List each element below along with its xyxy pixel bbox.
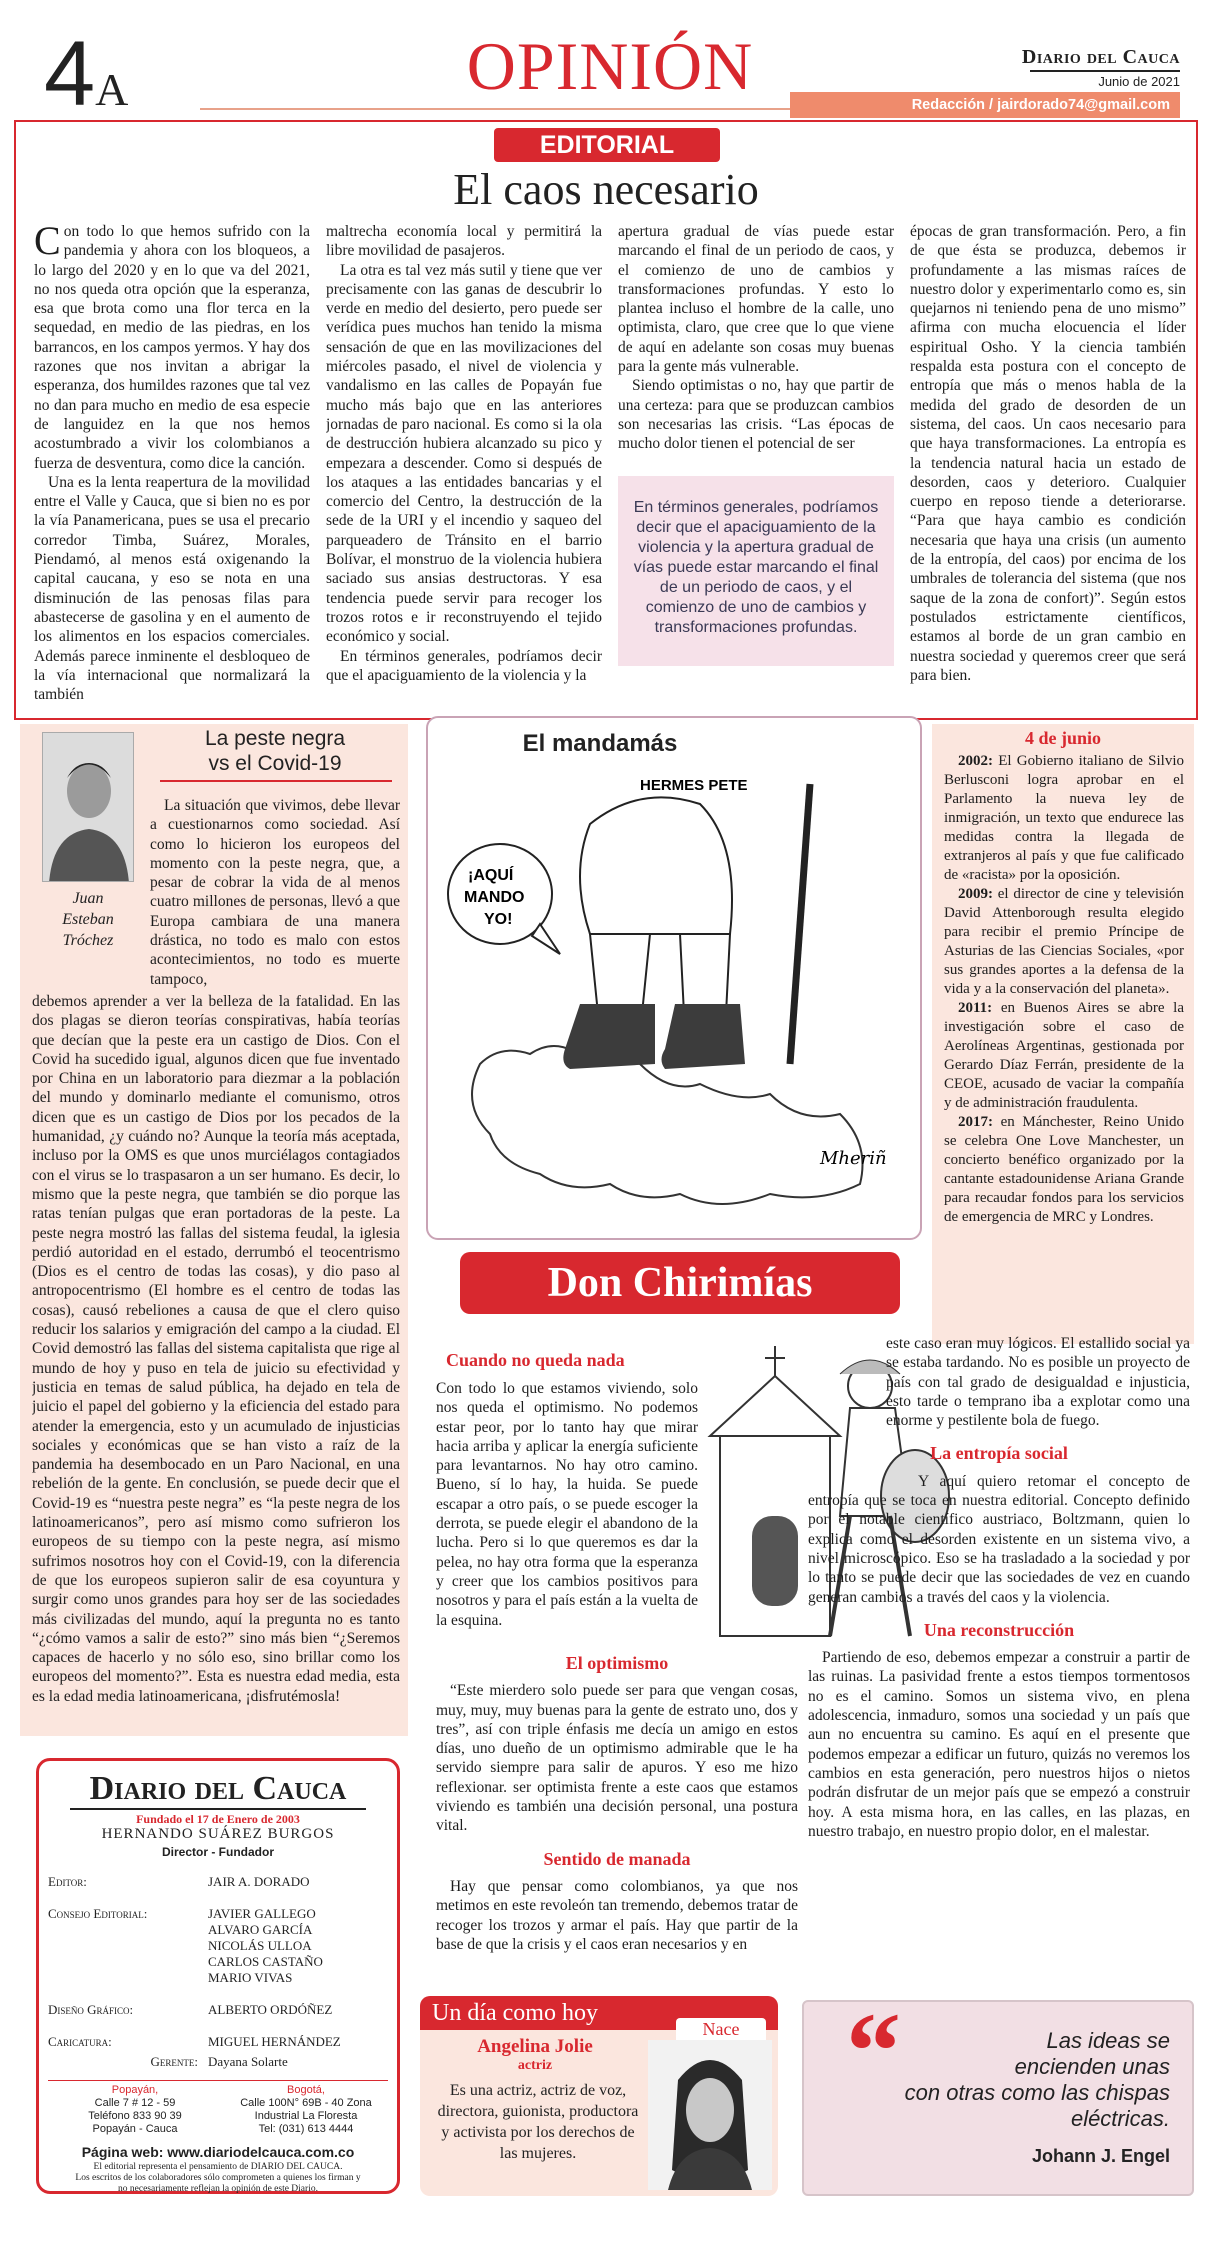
editorial-p2: Una es la lenta reapertura de la movilidad entre el Valle y Cauca, que si bien no es por la vía Panamericana, pues se usa el precario corredor Timba, Suárez, Morales, Piendamó, al menos está oxigenando la capital caucana, y eso se nota en una disminución de las penosas filas para abastecerse de gasolina y en el aumento de los alimentos en los espacios comerciales. Además parece inminente el desbloqueo de la vía internacional que normalizará la también (34, 473, 310, 704)
editorial-p6: apertura gradual de vías puede estar marcando el final de un periodo de caos, y el comienzo de uno de cambios y transformaciones profundas. Y esto lo plantea incluso el hombre de la calle, uno optimista, claro, que cree que lo que viene de aquí en adelante son cosas muy buenas para la gente más vulnerable. (618, 223, 894, 376)
issue-date: Junio de 2021 (1098, 74, 1180, 89)
bogota-block (226, 2084, 386, 2136)
bubble-line-3: YO! (484, 911, 513, 928)
quote-line-2: encienden unas (1014, 2054, 1170, 2079)
editor-value: JAIR A. DORADO (208, 1874, 310, 1889)
bogota-address-2: Industrial La Floresta (254, 2110, 358, 2122)
editorial-col-3 (618, 222, 894, 462)
author-line-3: Tróchez (62, 932, 114, 949)
editorial-pullquote (618, 476, 894, 666)
editorial-p4: La otra es tal vez más sutil y tiene que ver precisamente con las ganas de descubrir lo verde en medio del desierto, pero puede ser verídica pues muchos han tenido la misma sensación de que en las movilizaciones del miércoles pasado, el nivel de violencia y vandalismo en las calles de Popayán fue mucho más bajo que en las anteriores jornadas de paro nacional. Es como si la ola de destrucción hubiera alcanzado su pico y empezara a descender. Como si después de los ataques a las entidades bancarias y el comercio del Centro, la destrucción de la sede de la URI y el incendio y saqueo del parqueadero de Tránsito en el barrio Bolívar, el monstruo de la violencia hubiera saciado sus ansias destructoras. Y esa tendencia puede servir para recoger los trozos rotos e ir reconstruyendo el tejido económico y social. (326, 261, 602, 646)
undia-photo (648, 2040, 772, 2190)
author-line-1: Juan (72, 890, 104, 907)
efemerides-title: 4 de junio (1024, 728, 1102, 748)
website-link[interactable]: Página web: www.diariodelcauca.com.co (81, 2144, 355, 2160)
editorial-p7: Siendo optimistas o no, hay que partir de una certeza: para que se produzcan cambios son necesarias las crisis. “Las épocas de mucho dolor tienen el potencial de ser (618, 377, 894, 453)
cartoon-title: El mandamás (522, 730, 678, 757)
chirimias-col-2 (808, 1334, 1190, 1841)
column-text-bottom: debemos aprender a ver la belleza de la fatalidad. En las dos plagas se dieron teorías conspirativas, había teorías que decían que la peste era un castigo de Dios. Con el Covid ha sucedido igual, algunos dicen que fue inventado por China en un laboratorio para diezmar a la población del mundo y dominarlo mediante el comunismo, otros dicen que es un castigo de Dios por los pecados de la humanidad, ¿y cuándo no? Aunque la teoría más aceptada, incluso por la OMS es que unos murciélagos contagiados con el virus se lo traspasaron a un ser humano. Es decir, lo mismo que la peste negra, que también se dio porque las ratas tenían pulgas que eran portadoras de la peste. La peste negra mostró las fallas del sistema feudal, la iglesia perdió autoridad en el estado, derrumbó el teocentrismo (Dios es el centro de todas las cosas), y dio paso al antropocentrismo (El hombre es el centro de todas las cosas), causó rebeliones a causa de que el clero quiso reducir los salarios y emigración del campo a la ciudad. El Covid demostró las fallas del sistema capitalista que rige al mundo de hoy y puso en tela de juicio su efectividad y justicia en temas de salud pública, ha dejado en tela de juicio el papel del gobierno y la eficiencia del estado para atender la emergencia, esto y un acumulado de injusticias sociales y económicas que se han visto a raíz de la pandemia ha desembocado en un Paro Nacional, en una rebelión de la gente. En conclusión, se puede decir que el Covid-19 es “nuestra peste negra” es “la peste negra de los latinoamericanos”, pero así mismo como sufrieron los europeos de su tiempo con la peste negra, así mismo sufrimos nosotros hoy con el Covid-19, con la diferencia de que los europeos supieron salir de esa coyuntura y surgir como unos grandes para hoy ser de las sociedades más civilizadas del mundo, aquí la pregunta no es tanto “¿cómo vamos a salir de esto?” sino más bien “¿Seremos capaces de hacerlo y no sólo eso, sino brillar como los europeos del momento?”. Esta es nuestra edad media, esta es la edad media latinoamericana, ¡disfrutémosla! (32, 993, 400, 1705)
editorial-p1: on todo lo que hemos sufrido con la pandemia y ahora con los bloqueos, a lo largo del 2020 y en lo que va del 2021, no nos queda otra opción que la esperanza, esa que brota como una flor terca en la sequedad, en medio de las piedras, en los barrancos, en los campos yermos. Y hay dos razones que nos invitan a abrigar la esperanza, dos humildes razones que tal vez no dan para mucho en medio de esa especie de languidez en la que nos hemos acostumbrado a vivir los colombianos a fuerza de desventura, como dice la canción. (34, 223, 310, 472)
efemerides-year: 2017: (958, 1114, 993, 1130)
disclaimer-line-2: Los escritos de los colaboradores sólo comprometen a quienes los firman y (75, 2173, 361, 2183)
chirimias-h3: Sentido de manada (543, 1848, 691, 1869)
quote-line-1: Las ideas se (1046, 2028, 1170, 2053)
editorial-tag: EDITORIAL (494, 128, 720, 162)
popayan-block (60, 2084, 210, 2136)
undia-text: Es una actriz, actriz de voz, directora, guionista, productora y activista por los derechos de las mujeres. (437, 2082, 639, 2162)
popayan-phone: Teléfono 833 90 39 (88, 2110, 182, 2122)
efemerides-year: 2009: (958, 886, 993, 902)
paper-rule (1030, 70, 1180, 72)
editorial-p5: En términos generales, podríamos decir que el apaciguamiento de la violencia y la (326, 647, 602, 684)
efemerides-text: en Mánchester, Reino Unido se celebra One Love Manchester, un concierto benéfico organizado por la cantante estadounidense Ariana Grande para recaudar fondos para los servicios de emergencia de MRC y Londres. (944, 1114, 1184, 1225)
masthead-founder: HERNANDO SUÁREZ BURGOS (101, 1826, 335, 1842)
efemerides-entry (944, 752, 1184, 885)
bogota-address-1: Calle 100N° 69B - 40 Zona (240, 2097, 372, 2109)
cartoon-label: Caricatura: (48, 2034, 112, 2049)
efemerides-entry (944, 1113, 1184, 1227)
column-text-top: La situación que vivimos, debe llevar a cuestionarnos como sociedad. Así como lo hicieron los europeos del momento con la peste negra, que, a pesar de cobrar la vida de al menos cuatro millones de personas, llevó a que Europa cambiara de una manera drástica, no todo es malo con estos acontecimientos, no todo es muerte tampoco, (150, 797, 400, 988)
editorial-col-2 (326, 222, 602, 714)
efemerides-year: 2011: (958, 1000, 993, 1016)
undia-person-role: actriz (517, 2058, 553, 2073)
page-number-digit: 4 (44, 23, 96, 125)
cartoon-sign: HERMES PETE (640, 777, 748, 794)
author-line-2: Esteban (62, 911, 114, 928)
portrait-icon (648, 2040, 772, 2190)
quote-line-3: con otras como las chispas (904, 2080, 1170, 2105)
masthead-rule (70, 1808, 366, 1810)
masthead-founded: Fundado el 17 de Enero de 2003 (136, 1812, 300, 1826)
popayan-address: Calle 7 # 12 - 59 (94, 2097, 176, 2109)
column-title (150, 726, 400, 776)
council-member: MARIO VIVAS (208, 1970, 293, 1985)
masthead-disclaimer (40, 2162, 396, 2195)
editorial-p8: épocas de gran transformación. Pero, a fin de que ésta se produzca, debemos ir profundamente a las mismas raíces de nuestro dolor y experimentarlo como es, sin quejarnos ni teniendo pena de uno mismo” afirma con mucha elocuencia el líder espiritual Osho. Y la ciencia también respalda esta postura con el concepto de entropía que más o menos habla de la medida del grado de desorden de un sistema, del caos. Un caos necesario para que haya transformaciones. La entropía es la tendencia natural hacia un estado de desorden, caos y deterioro. Cualquier cuerpo en reposo tiende a deteriorarse. “Para que haya cambio es condición necesaria que haya una crisis (un aumento de la entropía, del caos) por encima de los umbrales de tolerancia del sistema (que nos saque de la zona de confort)”. Según estos postulados estrictamente científicos, estamos al borde de un gran cambio en nuestra sociedad y queremos creer que será para bien. (910, 223, 1186, 684)
bogota-phone: Tel: (031) 613 4444 (258, 2123, 354, 2135)
chirimias-p4: este caso eran muy lógicos. El estallido social ya se estaba tardando. No es posible un proyecto de país con tal grado de desigualdad e injusticia, esto tarde o temprano iba a explotar como una enorme y pestilente bola de fuego. (886, 1335, 1190, 1430)
disclaimer-line-3: no necesariamente reflejan la opinión de este Diario. (118, 2184, 318, 2194)
author-name (30, 888, 146, 951)
popayan-city: Popayán, (111, 2084, 159, 2096)
section-rule (200, 108, 790, 110)
chirimias-p5: Y aquí quiero retomar el concepto de entropía que se toca en nuestra editorial. Concepto definido por el notable científico austriaco, Boltzmann, quien lo explica como el desorden existente en un sistema vivo, a nivel microscópico. Eso se ha trasladado a la sociedad y por lo tanto se puede decir que las sociedades de vez en cuando generan cambios a través del caos y la violencia. (808, 1472, 1190, 1606)
efemerides-entry (944, 999, 1184, 1113)
masthead-name: Diario del Cauca (89, 1770, 347, 1807)
manager-value: Dayana Solarte (208, 2054, 288, 2069)
chirimias-title: Don Chirimías (547, 1260, 813, 1306)
design-label: Diseño Gráfico: (48, 2002, 134, 2017)
author-photo (42, 732, 134, 882)
quote-author: Johann J. Engel (1031, 2146, 1170, 2166)
editorial-col-1: Con todo lo que hemos sufrido con la pandemia y ahora con los bloqueos, a lo largo del 2020 y en lo que va del 2021, no nos queda otra opción que la esperanza, esa que brota como una flor terca en la sequedad, en medio de las piedras, en los barrancos, en los campos yermos. Y hay dos razones que nos invitan a abrigar la esperanza, dos humildes razones que tal vez no dan para mucho en medio de esa especie de languidez en la que nos hemos acostumbrado a vivir los colombianos a fuerza de desventura, como dice la canción. Una es la lenta reapertura de la movilidad entre el Valle y Cauca, que si bien no es por la vía Panamericana, pues se usa el precario corredor Timba, Suárez, Morales, Piendamó, al menos está oxigenando la capital caucana, y eso se nota en una disminución de las penosas filas para abastecerse de gasolina y en el aumento de los alimentos en los espacios comerciales. Además parece inminente el desbloqueo de la vía internacional que normalizará la también (34, 222, 310, 704)
undia-nace: Nace (676, 2018, 766, 2040)
popayan-location: Popayán - Cauca (92, 2123, 178, 2135)
bubble-line-2: MANDO (464, 889, 525, 906)
efemerides-text: el director de cine y televisión David Attenborough resulta elegido para recibir el premio Príncipe de Asturias de las Ciencias Sociales, «por sus grandes aportes a la defensa de la vida y a la conservación del planeta». (944, 886, 1184, 997)
council-member: ALVARO GARCÍA (208, 1922, 313, 1937)
design-value: ALBERTO ORDÓÑEZ (208, 2002, 333, 2017)
editorial-p3: maltrecha economía local y permitirá la libre movilidad de pasajeros. (326, 223, 602, 260)
council-member: NICOLÁS ULLOA (208, 1938, 312, 1953)
undia-title: Un día como hoy (432, 2000, 598, 2026)
page-number-suffix: A (95, 64, 129, 115)
quote-line-4: eléctricas. (1070, 2106, 1170, 2131)
masthead-founder-role: Director - Fundador (161, 1845, 274, 1859)
bubble-line-1: ¡AQUÍ (468, 867, 514, 884)
paper-name: Diario del Cauca (1021, 46, 1180, 68)
chirimias-h4: La entropía social (930, 1443, 1068, 1464)
chirimias-h1: Cuando no queda nada (446, 1350, 625, 1370)
efemerides-entry (944, 885, 1184, 999)
undia-person-name: Angelina Jolie (477, 2036, 593, 2057)
chirimias-p3: Hay que pensar como colombianos, ya que nos metimos en este revoleón tan tremendo, debemos tratar de recoger los trozos y armar el país. Hay que partir de la base de que la crisis y el caos eran necesarios y en (436, 1877, 798, 1953)
efemerides-year: 2002: (958, 753, 993, 769)
page-number (44, 23, 164, 128)
efemerides-text: en Buenos Aires se abre la investigación sobre el caso de Aerolíneas Argentinas, gestionada por Gerardo Díaz Ferrán, presidente de la CEOE, acusado de vaciar la compañía y de administración fraudulenta. (944, 1000, 1184, 1111)
chirimias-banner (460, 1252, 900, 1314)
contact-bar (790, 92, 1180, 118)
chirimias-p1: Con todo lo que estamos viviendo, solo nos queda el optimismo. No podemos estar peor, por lo tanto hay que mirar hacia arriba y aplicar la energía suficiente para levantarnos. No hay otro camino. Bueno, sí lo hay, la huida. Se puede escapar a otro país, o se puede escoger la derrota, se puede elegir el abandono de la lucha. Pero si lo que queremos es dar la pelea, no hay otra forma que la esperanza y creer que los cambios positivos para nosotros y para el país están a la vuelta de la esquina. (436, 1380, 698, 1629)
pullquote-text: En términos generales, podríamos decir que el apaciguamiento de la violencia y la apertura gradual de vías puede estar marcando el final de un periodo de caos, y el comienzo de uno de cambios y transformaciones profundas. (633, 499, 879, 636)
column-title-line-2: vs el Covid-19 (208, 752, 342, 775)
chirimias-h5: Una reconstrucción (923, 1619, 1075, 1640)
chirimias-col-1b (436, 1644, 798, 1954)
column-title-line-1: La peste negra (204, 727, 346, 750)
chirimias-p6: Partiendo de eso, debemos empezar a construir a partir de las ruinas. La pasividad frente a estos tiempos tormentosos no es el camino. Somos un sistema vivo, en plena adolescencia, inmaduro, somos una sociedad y un país que aun no encuentra su camino. Es aquí en el presente que podemos empezar a edificar un futuro, quizás no veremos los cambios en esta generación, pero nuestros hijos o nietos podrán disfrutar de un mejor país que se empezó a construir hoy. A esta misma hora, en las calles, en las plazas, en nuestro trabajo, en nuestro propio dolor, en el malestar. (808, 1649, 1190, 1840)
quote-text (870, 2028, 1170, 2132)
column-title-rule (160, 780, 392, 782)
chirimias-p2: “Este mierdero solo puede ser para que vengan cosas, muy, muy, muy buenas para la gente de estrato uno, dos y tres”, así con triple énfasis me decía un amigo en estos días, uno dueño de un optimismo admirable que le ha servido siempre para salir de apuros. Y eso me hizo reflexionar. ser optimista frente a este caos que estamos viviendo es también una decisión personal, una postura vital. (436, 1682, 798, 1835)
council-member: JAVIER GALLEGO (208, 1906, 316, 1921)
disclaimer-line-1: El editorial representa el pensamiento de DIARIO DEL CAUCA. (93, 2162, 343, 2172)
quote-mark: “ (846, 1990, 901, 2112)
bogota-city: Bogotá, (287, 2084, 325, 2096)
editorial-col-4 (910, 222, 1186, 714)
masthead-staff (48, 1874, 388, 2070)
manager-label: Gerente: (150, 2054, 198, 2069)
cartoon-signature: Mheriñ (820, 1148, 887, 1169)
council-member: CARLOS CASTAÑO (208, 1954, 323, 1969)
cartoon-drawing (440, 764, 910, 1234)
cartoon-value: MIGUEL HERNÁNDEZ (208, 2034, 341, 2049)
council-label: Consejo Editorial: (48, 1906, 148, 1921)
efemerides-list (944, 752, 1184, 1340)
portrait-icon (43, 733, 134, 882)
chirimias-h2: El optimismo (565, 1653, 669, 1673)
efemerides-text: El Gobierno italiano de Silvio Berlusconi logra aprobar en el Parlamento la nueva ley de inmigración, un texto que endurece las medidas contra la llegada de extranjeros al país y que fue calificado de «racista» por la oposición. (944, 753, 1184, 883)
masthead-divider (48, 2080, 388, 2081)
contact-text: Redacción / jairdorado74@gmail.com (911, 97, 1170, 113)
editorial-title: El caos necesario (453, 165, 759, 214)
editor-label: Editor: (48, 1874, 87, 1889)
section-title: OPINIÓN (466, 28, 754, 104)
